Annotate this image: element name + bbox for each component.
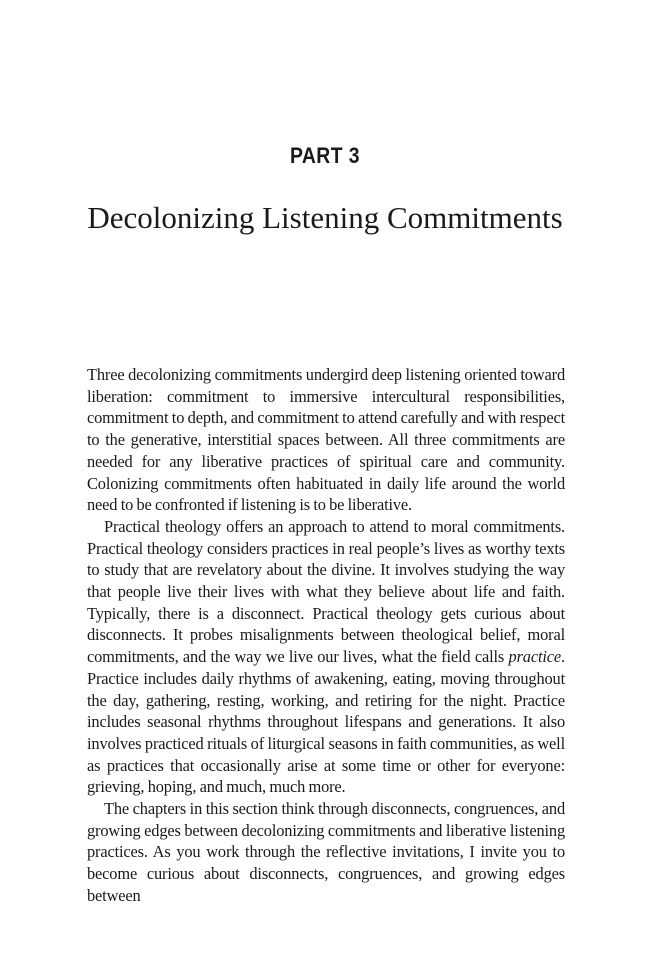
paragraph-1: Three decolonizing commitments undergird deep listening oriented toward liberation: commitment to immersive intercultural responsibilities, commitment to depth, and commitment to attend carefully and with respect to the generative, interstitial spaces between. All three commitments are needed for any liberative practices of spiritual care and community. Colonizing commitments often habituated in daily life around the world need to be confronted if listening is to be liberative.: [87, 365, 565, 515]
part-title: Decolonizing Listening Commitments: [87, 200, 563, 235]
body-text: [87, 364, 565, 907]
paragraph-3: The chapters in this section think through disconnects, congruences, and growing edges between decolonizing commitments and liberative listening practices. As you work through the reflective invitations, I invite you to become curious about disconnects, congruences, and growing edges between: [87, 799, 565, 905]
paragraph-2-text-end: . Practice includes daily rhythms of awakening, eating, moving throughout the day, gathering, resting, working, and retiring for the night. Practice includes seasonal rhythms throughout lifespans and generations. It also involves practiced rituals of liturgical seasons in faith communities, as well as practices that occasionally arise at some time or other for everyone: grieving, hoping, and much, much more.: [87, 647, 565, 797]
paragraph-2-text-start: Practical theology offers an approach to attend to moral commitments. Practical theology considers practices in real people’s lives as worthy texts to study that are revelatory about the divine. It involves studying the way that people live their lives with what they believe about life and faith. Typically, there is a disconnect. Practical theology gets curious about disconnects. It probes misalignments between theological belief, moral commitments, and the way we live our lives, what the field calls: [87, 516, 565, 667]
practice-emphasis: practice: [508, 647, 562, 667]
paragraph-2: [87, 516, 565, 798]
part-label: PART 3: [289, 143, 361, 168]
